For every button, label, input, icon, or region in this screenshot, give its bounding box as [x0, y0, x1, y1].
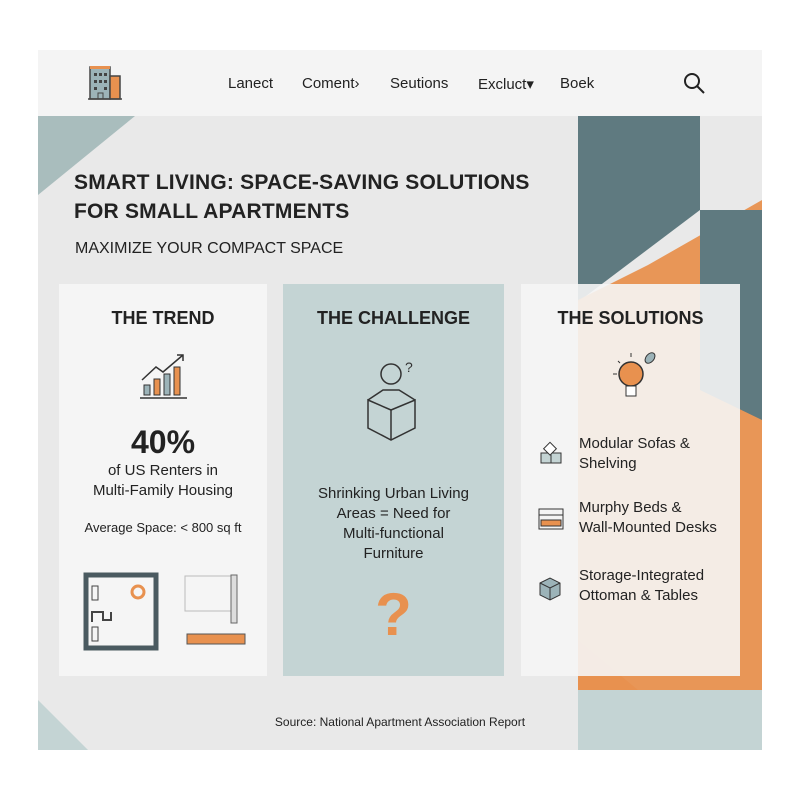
lightbulb-icon: [605, 350, 659, 410]
title-line-2: FOR SMALL APARTMENTS: [74, 200, 350, 223]
question-mark-icon: ?: [375, 581, 412, 648]
trend-heading: THE TREND: [111, 308, 215, 328]
solution-item-modular: [579, 434, 690, 474]
solutions-card: [521, 284, 740, 676]
stat-line-2: Multi-Family Housing: [92, 482, 234, 499]
solution-item-murphy: [579, 498, 717, 538]
solution-line: Ottoman & Tables: [579, 587, 698, 604]
stat-value: 40%: [130, 424, 196, 460]
challenge-text: [283, 484, 504, 564]
infographic-page: [38, 50, 762, 750]
stat-line-1: of US Renters in: [107, 462, 219, 479]
challenge-line: Multi-functional: [343, 525, 444, 542]
floor-plan-icon: [83, 572, 163, 652]
solution-line: Storage-Integrated: [579, 567, 705, 584]
modular-blocks-icon: [537, 441, 565, 469]
solution-line: Shelving: [579, 455, 637, 472]
nav-item-lanect[interactable]: Lanect: [228, 75, 274, 92]
solution-line: Modular Sofas &: [579, 435, 690, 452]
blueprint-ruler-icon: [181, 572, 251, 652]
challenge-line: Shrinking Urban Living: [318, 485, 469, 502]
nav-item-boek[interactable]: Boek: [560, 75, 595, 92]
person-in-box-icon: [363, 360, 433, 450]
nav-item-coment[interactable]: Coment›: [302, 75, 360, 92]
solution-item-storage: [579, 566, 704, 606]
svg-text:?: ?: [405, 360, 413, 375]
challenge-heading: THE CHALLENGE: [317, 308, 470, 328]
building-logo-icon[interactable]: [86, 64, 126, 102]
challenge-card: [283, 284, 504, 676]
challenge-line: Areas = Need for: [336, 505, 451, 522]
trend-card: [59, 284, 267, 676]
source-note: Source: National Apartment Association Report: [274, 715, 526, 729]
search-icon[interactable]: [683, 72, 707, 96]
top-nav: [38, 50, 762, 116]
challenge-line: Furniture: [363, 545, 424, 562]
murphy-bed-icon: [537, 506, 565, 534]
nav-item-excluct[interactable]: Excluct▾: [478, 76, 534, 93]
growth-chart-icon: [139, 352, 189, 402]
storage-ottoman-icon: [537, 574, 565, 602]
solution-line: Wall-Mounted Desks: [579, 519, 717, 536]
nav-item-seutions[interactable]: Seutions: [390, 75, 449, 92]
title-line-1: SMART LIVING: SPACE-SAVING SOLUTIONS: [74, 171, 530, 194]
solution-line: Murphy Beds &: [579, 499, 682, 516]
average-space: Average Space: < 800 sq ft: [84, 520, 242, 535]
page-subtitle: MAXIMIZE YOUR COMPACT SPACE: [75, 240, 344, 257]
solutions-heading: THE SOLUTIONS: [557, 308, 704, 328]
page-title: [74, 168, 594, 226]
